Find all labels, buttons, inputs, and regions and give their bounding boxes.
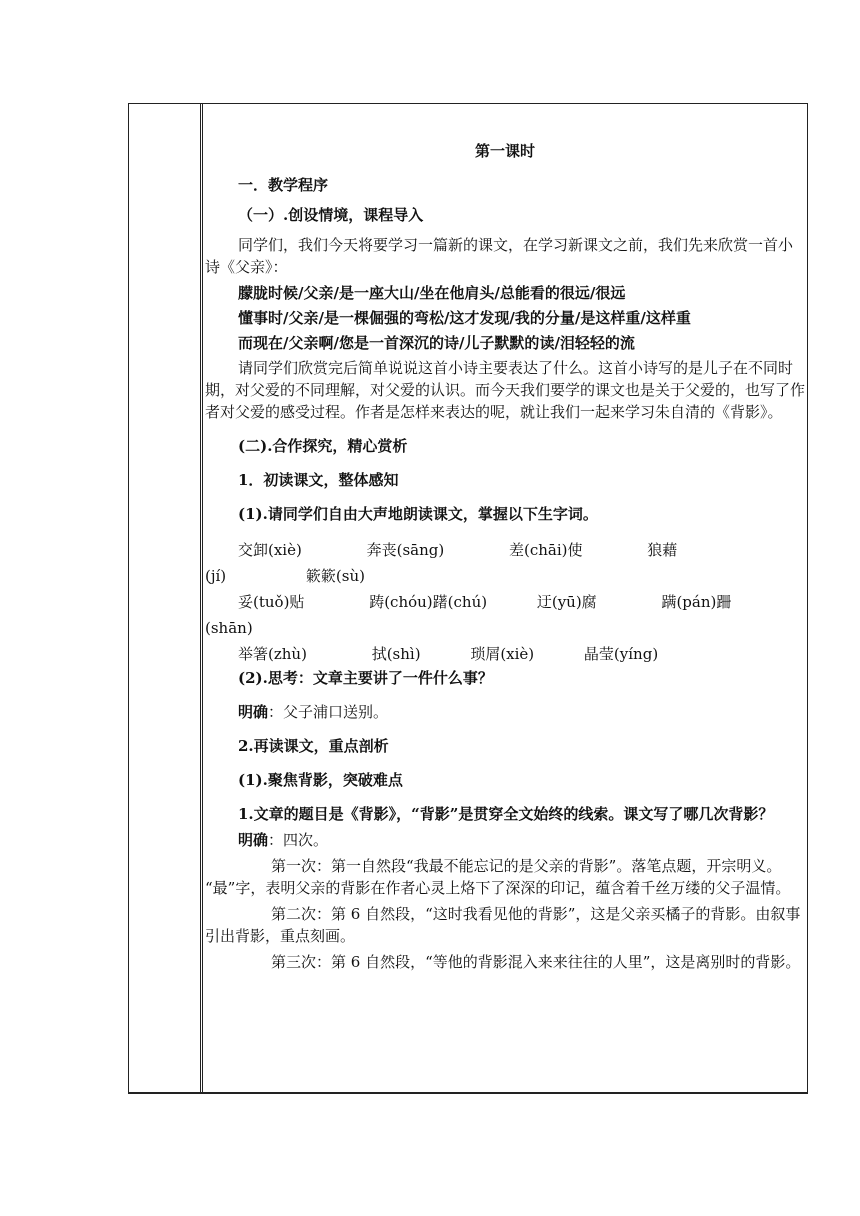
explanation-paragraph: 请同学们欣赏完后简单说说这首小诗主要表达了什么。这首小诗写的是儿子在不同时期，对父爱的不同理解，对父爱的认识。而今天我们要学的课文也是关于父爱的，也写了作者对父爱的感受过程。作者是怎样来表达的呢，就让我们一起来学习朱自清的《背影》。 (205, 359, 806, 421)
vocab-line: 妥(tuǒ)贴 踌(chóu)躇(chú) 迂(yū)腐 蹒(pán)跚 (238, 593, 732, 611)
poem-line: 懂事时/父亲/是一棵倔强的弯松/这才发现/我的分量/是这样重/这样重 (238, 309, 691, 327)
poem-line: 而现在/父亲啊/您是一首深沉的诗/儿子默默的读/泪轻轻的流 (238, 334, 635, 352)
part-heading: (二).合作探究，精心赏析 (238, 437, 408, 455)
poem-line: 朦胧时候/父亲/是一座大山/坐在他肩头/总能看的很远/很远 (238, 284, 626, 302)
vocab-line: (jí) 簌簌(sù) (205, 567, 365, 585)
vocab-line: 举箸(zhù) 拭(shì) 琐屑(xiè) 晶莹(yíng) (238, 645, 659, 663)
analysis-paragraph: 第二次：第 6 自然段，“这时我看见他的背影”，这是父亲买橘子的背影。由叙事引出背影，重点刻画。 (205, 905, 801, 945)
analysis-paragraph: 第一次：第一自然段“我最不能忘记的是父亲的背影”。落笔点题，开宗明义。 “最”字，表明父亲的背影在作者心灵上烙下了深深的印记，蕴含着千丝万缕的父子温情。 (205, 857, 791, 897)
part-heading: （一）.创设情境，课程导入 (238, 206, 424, 224)
analysis-paragraph: 第三次：第 6 自然段，“等他的背影混入来来往往的人里”，这是离别时的背影。 (271, 953, 801, 971)
task-instruction: (2).思考：文章主要讲了一件什么事？ (238, 669, 493, 687)
answer-line (205, 829, 805, 851)
intro-paragraph: 同学们，我们今天将要学习一篇新的课文，在学习新课文之前，我们先来欣赏一首小诗《父亲》： (205, 236, 794, 276)
answer-line (205, 701, 805, 723)
step-heading: 1．初读课文，整体感知 (238, 471, 399, 489)
table-column-divider (200, 104, 203, 1092)
answer-text: ：父子浦口送别。 (268, 703, 389, 721)
section-heading: 一．教学程序 (238, 176, 329, 194)
task-instruction: (1).聚焦背影，突破难点 (238, 771, 403, 789)
lesson-table (128, 103, 808, 1094)
vocab-line: 交卸(xiè) 奔丧(sāng) 差(chāi)使 狼藉 (238, 541, 678, 559)
question-paragraph: 1.文章的题目是《背影》，“背影”是贯穿全文始终的线索。课文写了哪几次背影？ (238, 805, 774, 823)
lesson-period-title: 第一课时 (474, 142, 535, 160)
lesson-content-cell (205, 140, 805, 973)
task-instruction: (1).请同学们自由大声地朗读课文，掌握以下生字词。 (238, 505, 598, 523)
step-heading: 2.再读课文，重点剖析 (238, 737, 389, 755)
vocab-line: (shān) (205, 619, 253, 637)
answer-label: 明确 (238, 831, 269, 849)
answer-label: 明确 (238, 703, 269, 721)
answer-text: ：四次。 (268, 831, 329, 849)
